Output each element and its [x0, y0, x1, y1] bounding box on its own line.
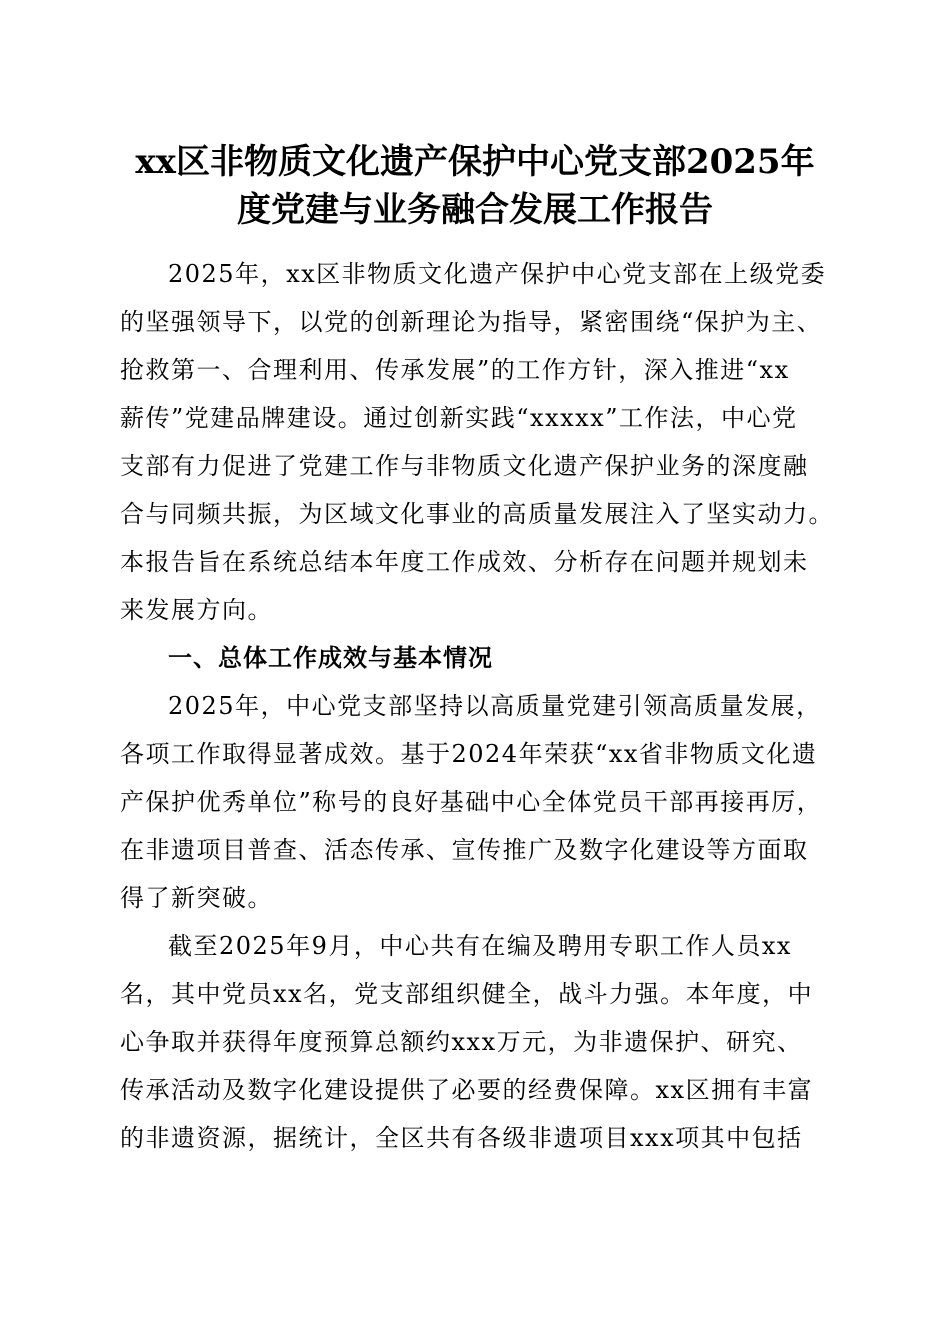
paragraph-line: 合与同频共振，为区域文化事业的高质量发展注入了坚实动力。: [120, 500, 834, 528]
paragraph-line: 薪传”党建品牌建设。通过创新实践“xxxxx”工作法，中心党: [120, 404, 798, 432]
title-line-1: xx区非物质文化遗产保护中心党支部2025年: [135, 142, 815, 182]
document-body: [120, 250, 832, 1162]
intro-paragraph: [120, 250, 832, 634]
paragraph-line: 的坚强领导下，以党的创新理论为指导，紧密围绕“保护为主、: [120, 308, 823, 336]
title-line-2: 度党建与业务融合发展工作报告: [237, 190, 713, 230]
paragraph-line: 各项工作取得显著成效。基于2024年荣获“xx省非物质文化遗: [120, 740, 818, 768]
paragraph-line: 得了新突破。: [120, 884, 273, 912]
paragraph-line: 在非遗项目普查、活态传承、宣传推广及数字化建设等方面取: [120, 836, 809, 864]
paragraph-line: 的非遗资源，据统计，全区共有各级非遗项目xxx项其中包括: [120, 1124, 803, 1152]
paragraph-line: 支部有力促进了党建工作与非物质文化遗产保护业务的深度融: [120, 452, 809, 480]
paragraph-line: 抢救第一、合理利用、传承发展”的工作方针，深入推进“xx: [120, 356, 790, 384]
paragraph-line: 2025年，xx区非物质文化遗产保护中心党支部在上级党委: [168, 260, 827, 288]
paragraph-line: 产保护优秀单位”称号的良好基础中心全体党员干部再接再厉，: [120, 788, 823, 816]
paragraph-line: 传承活动及数字化建设提供了必要的经费保障。xx区拥有丰富: [120, 1076, 814, 1104]
paragraph-line: 2025年，中心党支部坚持以高质量党建引领高质量发展，: [168, 692, 822, 720]
paragraph-line: 截至2025年9月，中心共有在编及聘用专职工作人员xx: [168, 932, 792, 960]
paragraph-line: 心争取并获得年度预算总额约xxx万元，为非遗保护、研究、: [120, 1028, 803, 1056]
paragraph-line: 名，其中党员xx名，党支部组织健全，战斗力强。本年度，中: [120, 980, 814, 1008]
document-title: [100, 138, 850, 234]
paragraph-line: 来发展方向。: [120, 596, 273, 624]
section-heading: 一、总体工作成效与基本情况: [168, 644, 493, 672]
staffing-paragraph: [120, 922, 832, 1162]
overview-paragraph: [120, 682, 832, 922]
paragraph-line: 本报告旨在系统总结本年度工作成效、分析存在问题并规划未: [120, 548, 809, 576]
